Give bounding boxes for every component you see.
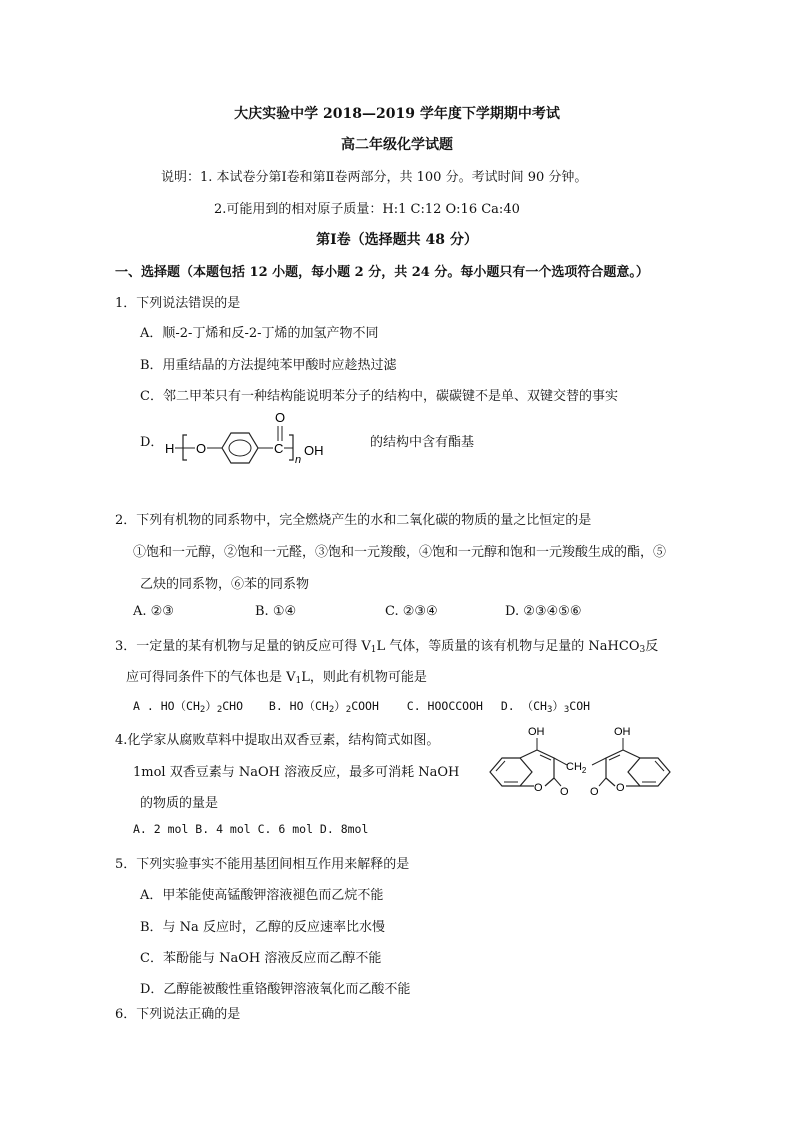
q2-stem: 2．下列有机物的同系物中，完全燃烧产生的水和二氧化碳的物质的量之比恒定的是: [115, 513, 592, 528]
ch2-sub: 2: [581, 766, 587, 775]
q3-line-1-b: L 气体，等质量的该有机物与足量的 NaHCO: [376, 639, 640, 654]
q3-option-d-end: COH: [569, 699, 591, 713]
q3-line-1-sub2: 3: [639, 645, 646, 655]
q3-line-2-b: L，则此有机物可能是: [301, 670, 427, 685]
q5-option-b: B．与 Na 反应时，乙醇的反应速率比水慢: [140, 920, 385, 935]
dicoumarol-structure: [482, 722, 687, 812]
q1-stem: 1．下列说法错误的是: [115, 296, 241, 311]
formula-c: C: [274, 441, 284, 456]
part-heading: 第Ⅰ卷（选择题共 48 分）: [316, 232, 478, 248]
q3-option-d-sub: 3: [546, 705, 553, 715]
q3-option-b-sub: 2: [328, 705, 335, 715]
left-carbonyl-oxygen: O: [560, 786, 569, 798]
q3-option-a-post: ）: [205, 699, 217, 713]
section-heading: 一、选择题（本题包括 12 小题，每小题 2 分，共 24 分。每小题只有一个选项符合题意。）: [115, 265, 649, 280]
left-ring-oxygen: O: [534, 782, 543, 794]
q3-option-b-pre: B. HO（CH: [268, 699, 329, 713]
q3-line-1: [115, 635, 658, 655]
q3-line-2-sub: 1: [295, 676, 302, 686]
right-carbonyl-oxygen: O: [590, 786, 599, 798]
right-ring-oxygen: O: [616, 782, 625, 794]
formula-o: O: [196, 441, 207, 456]
q3-line-2: [126, 666, 427, 686]
q3-option-b-post: ）: [334, 699, 346, 713]
q1-option-b: B．用重结晶的方法提纯苯甲酸时应趁热过滤: [140, 358, 397, 373]
formula-carbonyl-o: O: [275, 410, 286, 425]
q3-option-a-sub2: 2: [216, 705, 223, 715]
left-hydroxyl: OH: [528, 726, 545, 738]
formula-h: H: [165, 441, 175, 456]
q1-option-a: A．顺-2-丁烯和反-2-丁烯的加氢产物不同: [140, 326, 379, 341]
q2-option-d: D. ②③④⑤⑥: [505, 604, 582, 619]
q3-option-c: C. HOOCCOOH: [406, 699, 483, 713]
ch2-c: CH: [566, 761, 582, 773]
q3-line-1-sub: 1: [370, 645, 377, 655]
q3-option-b-end: COOH: [351, 699, 379, 713]
q3-line-1-a: 3．一定量的某有机物与足量的钠反应可得 V: [115, 639, 371, 654]
q3-line-2-a: 应可得同条件下的气体也是 V: [126, 670, 296, 685]
q4-line-1: 4.化学家从腐败草料中提取出双香豆素，结构简式如图。: [115, 733, 440, 748]
q3-option-a-sub: 2: [199, 705, 206, 715]
q2-line-2: 乙炔的同系物，⑥苯的同系物: [140, 577, 310, 592]
methylene-bridge: [566, 761, 587, 775]
formula-n: n: [295, 454, 302, 466]
q5-option-a: A．甲苯能使高锰酸钾溶液褪色而乙烷不能: [140, 888, 384, 903]
q3-option-a-end: CHO: [222, 699, 244, 713]
q1-option-d-prefix: D．: [140, 435, 164, 450]
right-hydroxyl: OH: [614, 726, 631, 738]
q2-line-1: ①饱和一元醇，②饱和一元醛，③饱和一元羧酸，④饱和一元醇和饱和一元羧酸生成的酯，⑤: [133, 545, 667, 560]
exam-subtitle: 高二年级化学试题: [341, 137, 453, 153]
q5-stem: 5．下列实验事实不能用基团间相互作用来解释的是: [115, 857, 410, 872]
q2-option-a: A. ②③: [133, 604, 174, 619]
q1-polymer-formula: [165, 408, 370, 468]
q1-option-d-suffix: 的结构中含有酯基: [370, 435, 475, 450]
q3-option-a-pre: A . HO（CH: [133, 699, 200, 713]
q5-option-c: C．苯酚能与 NaOH 溶液反应而乙醇不能: [140, 951, 382, 966]
exam-note-2: 2.可能用到的相对原子质量：H:1 C:12 O:16 Ca:40: [214, 202, 520, 217]
q2-option-c: C. ②③④: [385, 604, 438, 619]
q2-option-b: B. ①④: [255, 604, 297, 619]
q3-line-1-c: 反: [645, 639, 659, 654]
q6-stem: 6．下列说法正确的是: [115, 1007, 241, 1022]
formula-oh: OH: [304, 443, 324, 458]
q4-line-2: 1mol 双香豆素与 NaOH 溶液反应，最多可消耗 NaOH: [133, 765, 460, 780]
exam-title: 大庆实验中学 2018—2019 学年度下学期期中考试: [234, 106, 560, 122]
q3-options: [133, 698, 590, 715]
q1-option-c: C．邻二甲苯只有一种结构能说明苯分子的结构中，碳碳键不是单、双键交替的事实: [140, 389, 618, 404]
exam-note-1: 说明：1. 本试卷分第Ⅰ卷和第Ⅱ卷两部分，共 100 分。考试时间 90 分钟。: [161, 170, 588, 185]
q5-option-d: D．乙醇能被酸性重铬酸钾溶液氧化而乙酸不能: [140, 982, 411, 997]
q4-line-3: 的物质的量是: [140, 796, 219, 811]
q4-options: A. 2 mol B. 4 mol C. 6 mol D. 8mol: [133, 822, 369, 836]
q3-option-b-sub2: 2: [345, 705, 352, 715]
q3-option-d-pre: D. （CH: [500, 699, 547, 713]
q3-option-d-post: ）: [552, 699, 564, 713]
q3-option-d-sub2: 3: [563, 705, 570, 715]
